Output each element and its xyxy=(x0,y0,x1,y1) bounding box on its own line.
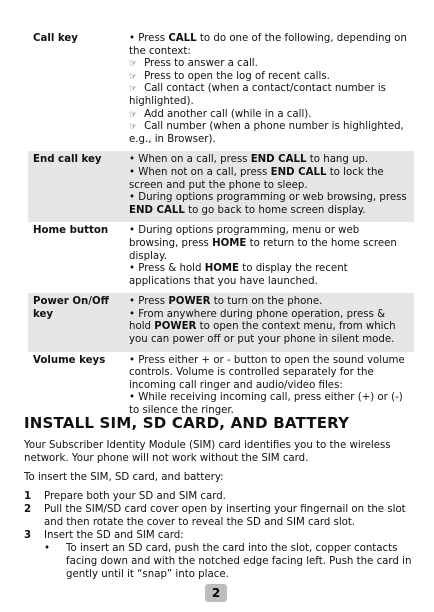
sub-bullet-sd-card xyxy=(44,543,414,581)
step-number: 2 xyxy=(24,504,32,515)
sub-item xyxy=(129,121,409,146)
description-text: Press to open the log of recent calls. xyxy=(144,70,330,82)
description-text: to hang up. xyxy=(306,154,369,166)
description-text: During options programming, menu or web browsing, press xyxy=(129,225,360,249)
sub-item xyxy=(129,58,409,71)
key-description xyxy=(124,151,414,222)
key-name: End call key xyxy=(28,151,124,222)
description-text: to do one of the following, depending on the context: xyxy=(129,33,407,57)
key-name: Power On/Off key xyxy=(28,293,124,351)
description-text: When not on a call, press xyxy=(138,166,271,178)
bullet-item xyxy=(129,225,409,263)
description-text: Call contact (when a contact/contact number is highlighted). xyxy=(129,83,386,107)
key-description xyxy=(124,293,414,351)
description-text: Press & hold xyxy=(138,263,205,275)
description-text: When on a call, press xyxy=(138,154,251,166)
description-text: From anywhere during phone operation, press & hold xyxy=(129,308,386,333)
key-label-bold: POWER xyxy=(154,321,197,333)
key-row xyxy=(28,151,414,222)
step-1 xyxy=(24,491,416,504)
key-row xyxy=(28,352,414,423)
description-text: to lock the screen and put the phone to sleep. xyxy=(129,166,384,191)
key-name: Home button xyxy=(33,225,109,237)
bullet-item xyxy=(129,309,409,347)
description-text: Call number (when a phone number is highlighted, e.g., in Browser). xyxy=(129,121,404,145)
keys-table xyxy=(28,30,414,423)
description-text: While receiving incoming call, press either (+) or (-) to silence the ringer. xyxy=(129,392,403,417)
description-text: Press to answer a call. xyxy=(144,58,258,70)
sub-item xyxy=(129,71,409,84)
bullet-item xyxy=(129,296,409,309)
description-text: Press xyxy=(138,296,169,308)
key-row xyxy=(28,222,414,293)
description-text: to return to the home screen display. xyxy=(129,237,397,262)
key-row xyxy=(28,293,414,351)
description-text: Add another call (while in a call). xyxy=(144,108,312,120)
key-name: Call key xyxy=(33,33,78,44)
bullet-item xyxy=(129,167,409,192)
step-number: 3 xyxy=(24,530,32,541)
step-text: Prepare both your SD and SIM card. xyxy=(44,491,226,502)
step-number: 1 xyxy=(24,491,32,502)
key-name: Volume keys xyxy=(33,354,106,366)
description-text: to go back to home screen display. xyxy=(184,204,366,216)
key-label-bold: HOME xyxy=(212,237,247,249)
key-label-bold: CALL xyxy=(168,33,197,44)
bullet-item xyxy=(129,355,409,393)
description-text: Press either + or - button to open the sound volume controls. Volume is controlled separately for the incoming call ringer and audio/video files: xyxy=(129,354,405,391)
description-text: to display the recent applications that you have launched. xyxy=(129,263,348,287)
bullet-dot: • xyxy=(44,543,51,554)
key-label-bold: END CALL xyxy=(129,204,185,216)
description-text: During options programming or web browsing, press xyxy=(138,192,407,204)
lead-paragraph: To insert the SIM, SD card, and battery: xyxy=(24,472,224,483)
key-row xyxy=(28,30,414,151)
bullet-item xyxy=(129,154,409,167)
description-text: Press xyxy=(138,33,169,44)
key-description xyxy=(124,352,414,423)
keys-table-body xyxy=(28,30,414,423)
page-number: 2 xyxy=(205,584,227,602)
step-3 xyxy=(24,530,416,543)
intro-paragraph: Your Subscriber Identity Module (SIM) card identifies you to the wireless network. Your phone will not work without the SIM card. xyxy=(24,440,391,464)
step-text: Pull the SIM/SD card cover open by inserting your fingernail on the slot and then rotate the cover to reveal the SD and SIM card slot. xyxy=(44,504,406,528)
key-label-bold: HOME xyxy=(204,263,240,275)
section-heading: INSTALL SIM, SD CARD, AND BATTERY xyxy=(24,414,350,432)
key-label-bold: POWER xyxy=(168,296,211,308)
description-text: to turn on the phone. xyxy=(210,296,323,308)
step-text: Insert the SD and SIM card: xyxy=(44,530,184,541)
bullet-item xyxy=(129,33,409,58)
key-label-bold: END CALL xyxy=(270,166,327,178)
sub-item xyxy=(129,83,409,108)
sub-item xyxy=(129,109,409,122)
key-description xyxy=(124,30,414,151)
sub-bullet-text: To insert an SD card, push the card into the slot, copper contacts facing down and with the notched edge facing left. Push the card in gently until it “snap” into place. xyxy=(66,543,412,580)
step-2 xyxy=(24,504,416,530)
bullet-item xyxy=(129,263,409,288)
description-text: to open the context menu, from which you can power off or put your phone in silent mode. xyxy=(129,321,396,346)
bullet-item xyxy=(129,192,409,217)
key-label-bold: END CALL xyxy=(250,154,307,166)
key-description xyxy=(124,222,414,293)
